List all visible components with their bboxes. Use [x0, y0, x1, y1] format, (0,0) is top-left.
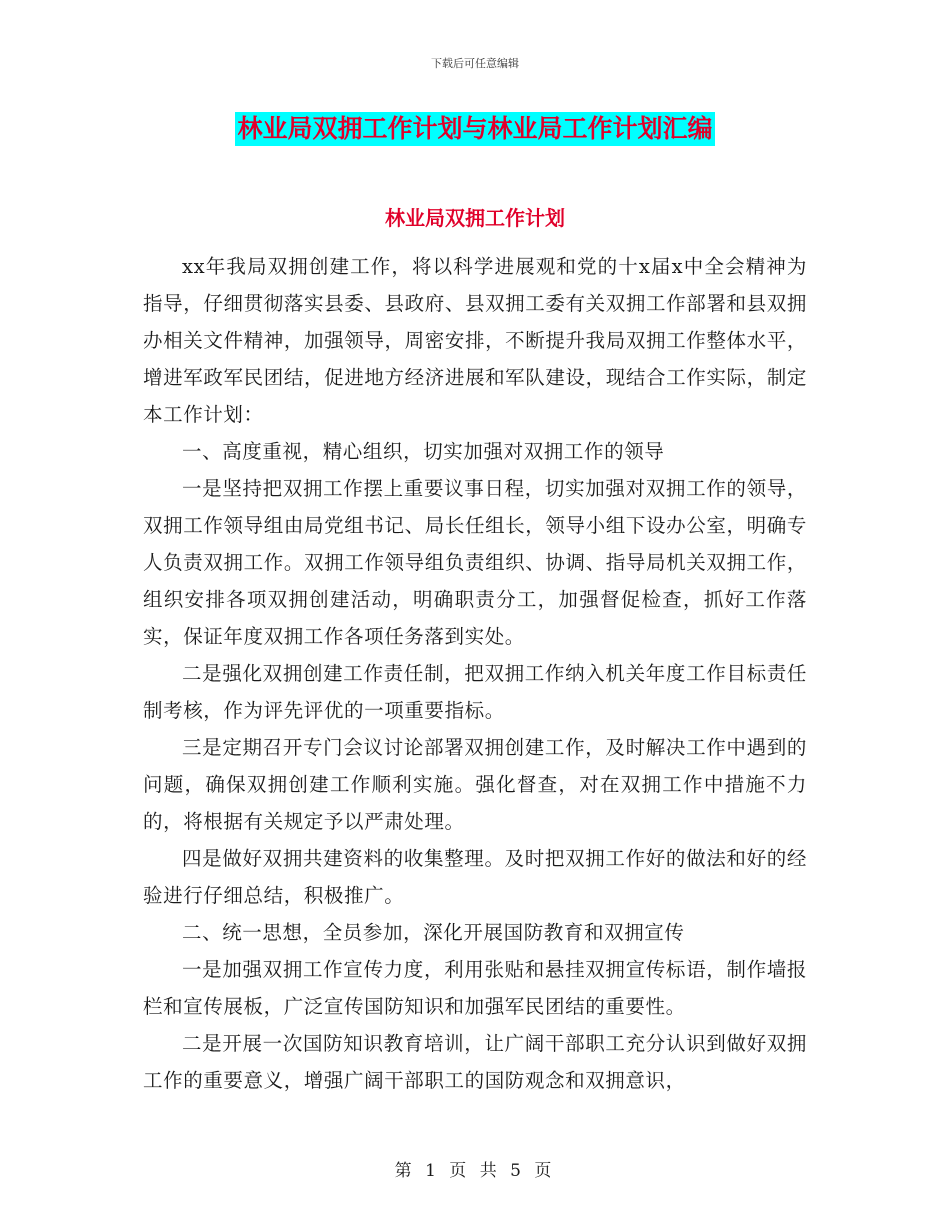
paragraph: 一是坚持把双拥工作摆上重要议事日程，切实加强对双拥工作的领导，双拥工作领导组由局党组书记、局长任组长，领导小组下设办公室，明确专人负责双拥工作。双拥工作领导组负责组织、协调、指导局机关双拥工作，组织安排各项双拥创建活动，明确职责分工，加强督促检查，抓好工作落实，保证年度双拥工作各项任务落到实处。 [143, 477, 807, 648]
paragraph: 一、高度重视，精心组织，切实加强对双拥工作的领导 [182, 440, 665, 463]
header-note: 下载后可任意编辑 [431, 57, 519, 70]
section-title: 林业局双拥工作计划 [385, 206, 565, 230]
main-title-wrap [0, 112, 950, 146]
main-title: 林业局双拥工作计划与林业局工作计划汇编 [235, 112, 714, 146]
paragraph: 三是定期召开专门会议讨论部署双拥创建工作，及时解决工作中遇到的问题，确保双拥创建工作顺利实施。强化督查，对在双拥工作中措施不力的，将根据有关规定予以严肃处理。 [143, 736, 807, 833]
page-number-footer: 第 1 页 共 5 页 [394, 1161, 556, 1181]
paragraph: xx年我局双拥创建工作，将以科学进展观和党的十x届x中全会精神为指导，仔细贯彻落实县委、县政府、县双拥工委有关双拥工作部署和县双拥办相关文件精神，加强领导，周密安排，不断提升我局双拥工作整体水平，增进军政军民团结，促进地方经济进展和军队建设，现结合工作实际，制定本工作计划： [143, 255, 807, 426]
paragraph: 二是强化双拥创建工作责任制，把双拥工作纳入机关年度工作目标责任制考核，作为评先评优的一项重要指标。 [143, 662, 807, 722]
document-body [143, 248, 807, 1099]
paragraph: 四是做好双拥共建资料的收集整理。及时把双拥工作好的做法和好的经验进行仔细总结，积极推广。 [143, 847, 807, 907]
paragraph: 二、统一思想，全员参加，深化开展国防教育和双拥宣传 [182, 921, 685, 944]
paragraph: 一是加强双拥工作宣传力度，利用张贴和悬挂双拥宣传标语，制作墙报栏和宣传展板，广泛宣传国防知识和加强军民团结的重要性。 [143, 958, 807, 1018]
paragraph: 二是开展一次国防知识教育培训，让广阔干部职工充分认识到做好双拥工作的重要意义，增强广阔干部职工的国防观念和双拥意识， [143, 1032, 807, 1092]
